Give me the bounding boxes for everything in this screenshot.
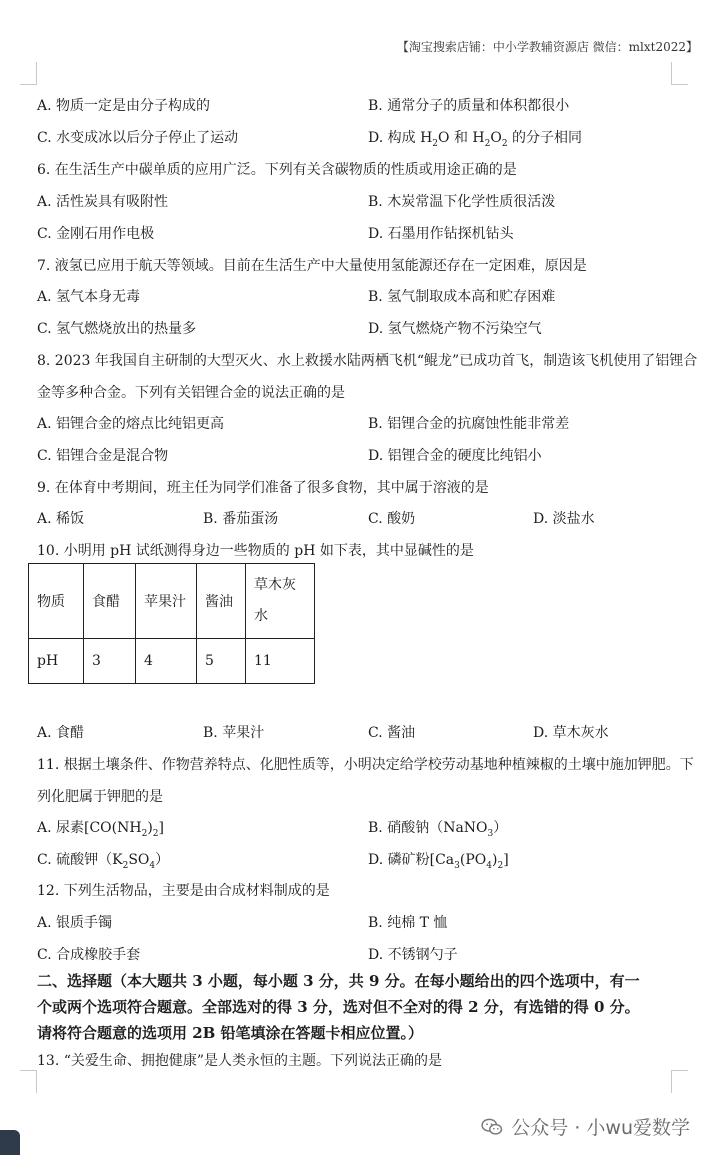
watermark-text: 公众号 · 小wu爱数学 xyxy=(511,1117,690,1139)
page-tab xyxy=(0,1130,20,1155)
q11-stem-line2: 列化肥属于钾肥的是 xyxy=(37,789,163,805)
section2-heading-line3: 请将符合题意的选项用 2B 铅笔填涂在答题卡相应位置。） xyxy=(37,1024,424,1042)
q6-option-b: B. 木炭常温下化学性质很活泼 xyxy=(368,194,556,210)
q12-stem: 12. 下列生活物品，主要是由合成材料制成的是 xyxy=(37,883,330,899)
q9-option-a: A. 稀饭 xyxy=(37,511,85,527)
q8-stem-line1: 8. 2023 年我国自主研制的大型灭火、水上救援水陆两栖飞机“鲲龙”已成功首飞，制造该飞机使用了铝锂合 xyxy=(37,353,698,369)
q5-option-c: C. 水变成冰以后分子停止了运动 xyxy=(37,130,239,146)
q13-stem: 13. “关爱生命、拥抱健康”是人类永恒的主题。下列说法正确的是 xyxy=(37,1053,443,1069)
wechat-icon xyxy=(481,1118,503,1136)
q7-option-c: C. 氢气燃烧放出的热量多 xyxy=(37,321,197,337)
q11-stem-line1: 11. 根据土壤条件、作物营养特点、化肥性质等，小明决定给学校劳动基地种植辣椒的土壤中施加钾肥。下 xyxy=(37,757,694,773)
q10-option-c: C. 酱油 xyxy=(368,725,416,741)
ph-table-cell: 物质 xyxy=(29,564,84,639)
q8-option-d: D. 铝锂合金的硬度比纯铝小 xyxy=(368,448,542,464)
watermark xyxy=(481,1113,690,1140)
q10-option-b: B. 苹果汁 xyxy=(203,725,265,741)
page-corner-mark xyxy=(20,1070,37,1093)
q5-option-d: D. 构成 $H_2O$ 和 $H_2O_2$ 的分子相同 xyxy=(368,130,583,149)
ph-table-cell: 11 xyxy=(246,639,315,684)
q8-option-a: A. 铝锂合金的熔点比纯铝更高 xyxy=(37,416,225,432)
q5-option-b: B. 通常分子的质量和体积都很小 xyxy=(368,98,570,114)
q6-stem: 6. 在生活生产中碳单质的应用广泛。下列有关含碳物质的性质或用途正确的是 xyxy=(37,162,517,178)
q7-option-a: A. 氢气本身无毒 xyxy=(37,289,141,305)
section2-heading-line2: 个或两个选项符合题意。全部选对的得 3 分，选对但不全对的得 2 分，有选错的得 0 分。 xyxy=(37,998,640,1016)
ph-table-cell: 酱油 xyxy=(197,564,246,639)
q7-stem: 7. 液氢已应用于航天等领域。目前在生活生产中大量使用氢能源还存在一定困难，原因是 xyxy=(37,258,587,274)
q5-option-a: A. 物质一定是由分子构成的 xyxy=(37,98,211,114)
ph-table-cell: 草木灰水 xyxy=(246,564,315,639)
q12-option-a: A. 银质手镯 xyxy=(37,915,113,931)
ph-table-cell: 3 xyxy=(84,639,136,684)
page-corner-mark xyxy=(671,1070,688,1093)
page-corner-mark xyxy=(20,62,37,85)
ph-table-cell: 食醋 xyxy=(84,564,136,639)
q11-option-b: B. 硝酸钠（NaNO$_3$） xyxy=(368,820,508,839)
ph-table-cell: 苹果汁 xyxy=(136,564,197,639)
header-note: 【淘宝搜索店铺：中小学教辅资源店 微信：mlxt2022】 xyxy=(396,40,698,54)
q11-option-c: C. 硫酸钾$(K_2SO_4)$ xyxy=(37,852,170,871)
q10-option-d: D. 草木灰水 xyxy=(533,725,609,741)
section2-heading-line1: 二、选择题（本大题共 3 小题，每小题 3 分，共 9 分。在每小题给出的四个选项中，有一 xyxy=(37,972,640,990)
ph-table-cell: 5 xyxy=(197,639,246,684)
q7-option-d: D. 氢气燃烧产物不污染空气 xyxy=(368,321,542,337)
q9-option-b: B. 番茄蛋汤 xyxy=(203,511,279,527)
q9-stem: 9. 在体育中考期间，班主任为同学们准备了很多食物，其中属于溶液的是 xyxy=(37,480,489,496)
q8-option-c: C. 铝锂合金是混合物 xyxy=(37,448,169,464)
q6-option-d: D. 石墨用作钻探机钻头 xyxy=(368,226,514,242)
q9-option-d: D. 淡盐水 xyxy=(533,511,595,527)
q8-option-b: B. 铝锂合金的抗腐蚀性能非常差 xyxy=(368,416,570,432)
q10-option-a: A. 食醋 xyxy=(37,725,85,741)
q6-option-c: C. 金刚石用作电极 xyxy=(37,226,155,242)
q12-option-b: B. 纯棉 T 恤 xyxy=(368,915,448,931)
q10-stem: 10. 小明用 pH 试纸测得身边一些物质的 pH 如下表，其中显碱性的是 xyxy=(37,543,474,559)
page-corner-mark xyxy=(671,62,688,85)
q7-option-b: B. 氢气制取成本高和贮存困难 xyxy=(368,289,556,305)
q12-option-c: C. 合成橡胶手套 xyxy=(37,947,141,963)
q9-option-c: C. 酸奶 xyxy=(368,511,416,527)
ph-table-value-row xyxy=(29,639,315,684)
ph-table xyxy=(28,563,315,684)
q8-stem-line2: 金等多种合金。下列有关铝锂合金的说法正确的是 xyxy=(37,385,345,401)
q12-option-d: D. 不锈钢勺子 xyxy=(368,947,458,963)
q6-option-a: A. 活性炭具有吸附性 xyxy=(37,194,169,210)
q11-option-d: D. 磷矿粉$[Ca_3(PO_4)_2]$ xyxy=(368,852,509,871)
ph-table-header-row xyxy=(29,564,315,639)
ph-table-cell: 4 xyxy=(136,639,197,684)
ph-table-cell: pH xyxy=(29,639,84,684)
q11-option-a: A. 尿素$[CO(NH_2)_2]$ xyxy=(37,820,164,839)
